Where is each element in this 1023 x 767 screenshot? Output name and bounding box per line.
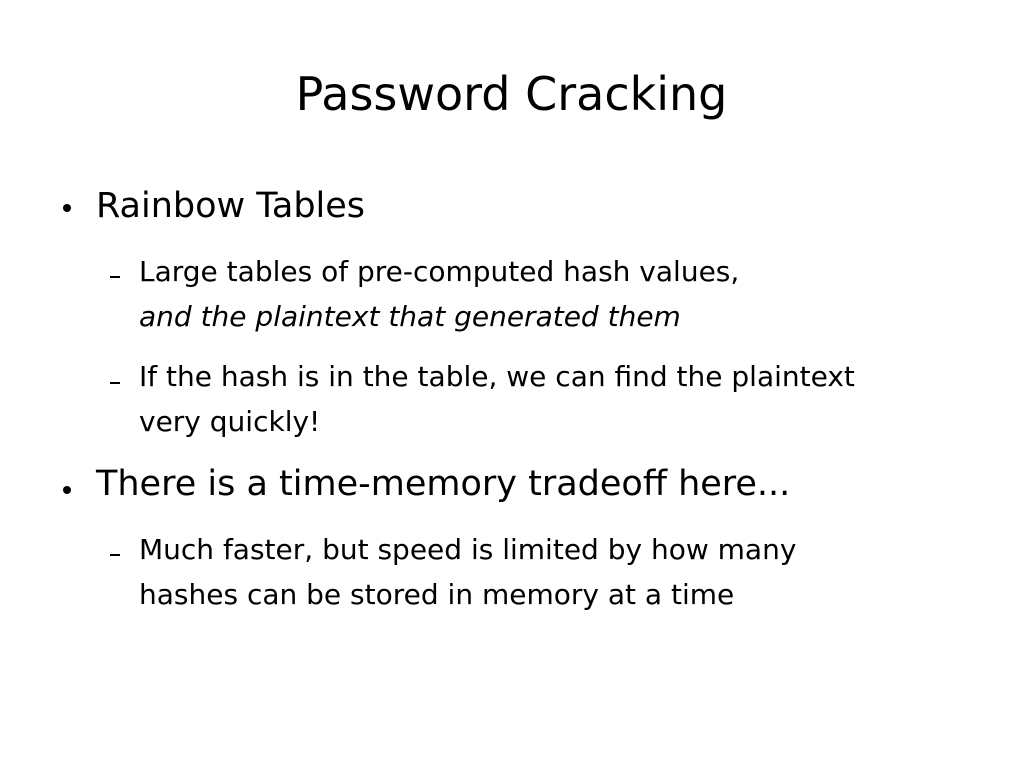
sub-bullet-text	[139, 527, 796, 617]
sub-bullet-line: If the hash is in the table, we can find the plaintext	[139, 360, 855, 393]
sub-bullet-text	[139, 354, 855, 444]
dash-icon	[110, 276, 120, 278]
dash-icon	[110, 554, 120, 556]
sub-bullet-line: Large tables of pre-computed hash values,	[139, 255, 740, 288]
bullet-text: There is a time-memory tradeoff here...	[96, 464, 791, 504]
sub-bullet-line-italic: and the plaintext that generated them	[139, 300, 681, 333]
sub-bullet-line: Much faster, but speed is limited by how many	[139, 533, 797, 566]
sub-bullet-line: very quickly!	[139, 405, 321, 438]
sub-bullet-text	[139, 249, 739, 339]
slide-title: Password Cracking	[295, 67, 728, 121]
dash-icon	[110, 382, 120, 384]
bullet-text: Rainbow Tables	[96, 186, 366, 226]
bullet-dot-icon	[63, 486, 71, 494]
sub-bullet-line: hashes can be stored in memory at a time	[139, 578, 735, 611]
bullet-dot-icon	[63, 204, 71, 212]
